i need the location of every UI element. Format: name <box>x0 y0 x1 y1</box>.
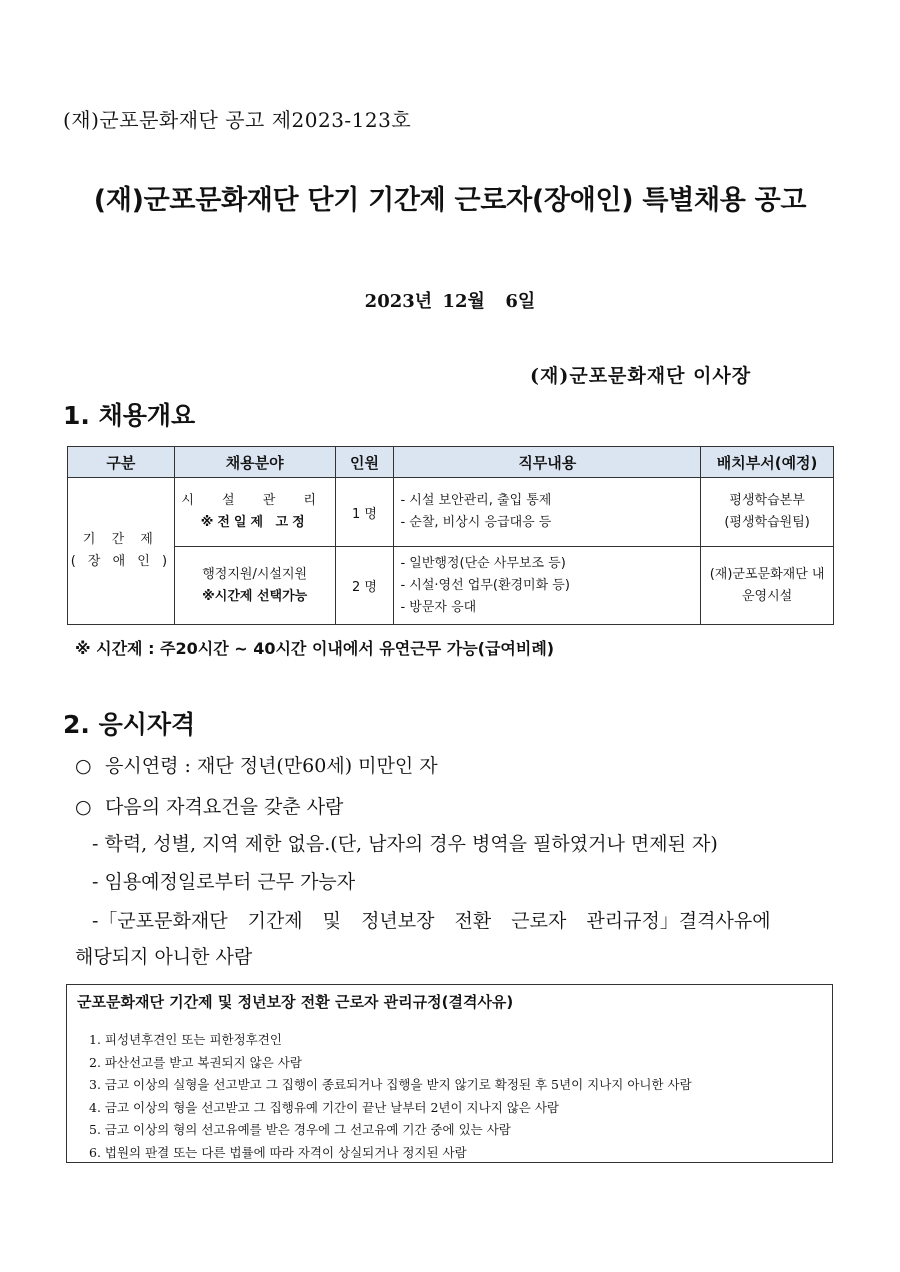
sub-item: - 학력, 성별, 지역 제한 없음.(단, 남자의 경우 병역을 필하였거나 면제된 자) <box>92 833 718 855</box>
category-line: ( 장 애 인 ) <box>70 554 172 569</box>
bullet-item <box>75 751 438 778</box>
part-time-note: ※ 시간제 : 주20시간 ~ 40시간 이내에서 유연근무 가능(급여비례) <box>75 639 555 658</box>
disqualification-list <box>89 1029 692 1164</box>
header-dept: 배치부서(예정) <box>701 447 834 478</box>
section2-heading: 2. 응시자격 <box>63 710 196 739</box>
duty-item: - 일반행정(단순 사무보조 등) <box>400 555 566 571</box>
issuer: (재)군포문화재단 이사장 <box>530 365 752 387</box>
page-title: (재)군포문화재단 단기 기간제 근로자(장애인) 특별채용 공고 <box>93 185 807 216</box>
dept-cell <box>701 478 834 547</box>
bullet-text: 다음의 자격요건을 갖춘 사람 <box>105 796 344 818</box>
list-item: 1. 피성년후견인 또는 피한정후견인 <box>89 1032 282 1047</box>
dept-line: 운영시설 <box>741 588 793 604</box>
header-duties: 직무내용 <box>394 447 701 478</box>
bullet-circle-icon: ○ <box>75 796 92 818</box>
list-item: 5. 금고 이상의 형의 선고유예를 받은 경우에 그 선고유예 기간 중에 있는 사람 <box>89 1122 511 1137</box>
list-item: 3. 금고 이상의 실형을 선고받고 그 집행이 종료되거나 집행을 받지 않기로 확정된 후 5년이 지나지 아니한 사람 <box>89 1077 692 1092</box>
list-item: 2. 파산선고를 받고 복권되지 않은 사람 <box>89 1054 302 1070</box>
field-cell <box>174 478 335 547</box>
count-cell: 2 명 <box>335 547 394 625</box>
dept-line: (재)군포문화재단 내 <box>709 566 825 582</box>
duty-item: - 시설 보안관리, 출입 통제 <box>400 493 552 508</box>
duties-cell <box>394 478 701 547</box>
category-cell <box>68 478 175 625</box>
duty-item: - 순찰, 비상시 응급대응 등 <box>400 515 552 530</box>
announcement-date: 2023년 12월 6일 <box>364 291 536 312</box>
bullet-text: 응시연령 : 재단 정년(만60세) 미만인 자 <box>105 755 438 777</box>
sub-item-continuation: 해당되지 아니한 사람 <box>75 946 253 968</box>
duties-cell <box>394 547 701 625</box>
disqualification-box <box>66 984 833 1163</box>
table-header-row <box>68 447 834 478</box>
dept-line: 평생학습본부 <box>729 493 805 508</box>
recruitment-table <box>67 446 834 625</box>
category-line: 기 간 제 <box>82 532 159 547</box>
sub-item: - 임용예정일로부터 근무 가능자 <box>92 871 356 893</box>
notice-number: (재)군포문화재단 공고 제2023-123호 <box>63 108 412 132</box>
table-row <box>68 547 834 625</box>
section1-heading: 1. 채용개요 <box>63 401 196 430</box>
dept-line: (평생학습원팀) <box>724 515 810 530</box>
list-item: 6. 법원의 판결 또는 다른 법률에 따라 자격이 상실되거나 정지된 사람 <box>89 1144 467 1160</box>
sub-item: -「군포문화재단 기간제 및 정년보장 전환 근로자 관리규정」결격사유에 <box>92 910 771 932</box>
table-row <box>68 478 834 547</box>
bullet-circle-icon: ○ <box>75 755 92 777</box>
field-name: 행정지원/시설지원 <box>202 566 308 582</box>
field-name: 시 설 관 리 <box>181 493 328 508</box>
list-item: 4. 금고 이상의 형을 선고받고 그 집행유예 기간이 끝난 날부터 2년이 지나지 않은 사람 <box>89 1099 560 1115</box>
box-title: 군포문화재단 기간제 및 정년보장 전환 근로자 관리규정(결격사유) <box>77 993 514 1011</box>
dept-cell <box>701 547 834 625</box>
duty-item: - 시설·영선 업무(환경미화 등) <box>400 577 570 593</box>
field-note: ※시간제 선택가능 <box>202 588 308 604</box>
field-cell <box>174 547 335 625</box>
duty-item: - 방문자 응대 <box>400 599 477 615</box>
header-count: 인원 <box>335 447 394 478</box>
bullet-item <box>75 792 343 819</box>
field-note: ※전일제 고정 <box>200 515 309 530</box>
header-field: 채용분야 <box>174 447 335 478</box>
count-cell: 1 명 <box>335 478 394 547</box>
header-category: 구분 <box>68 447 175 478</box>
